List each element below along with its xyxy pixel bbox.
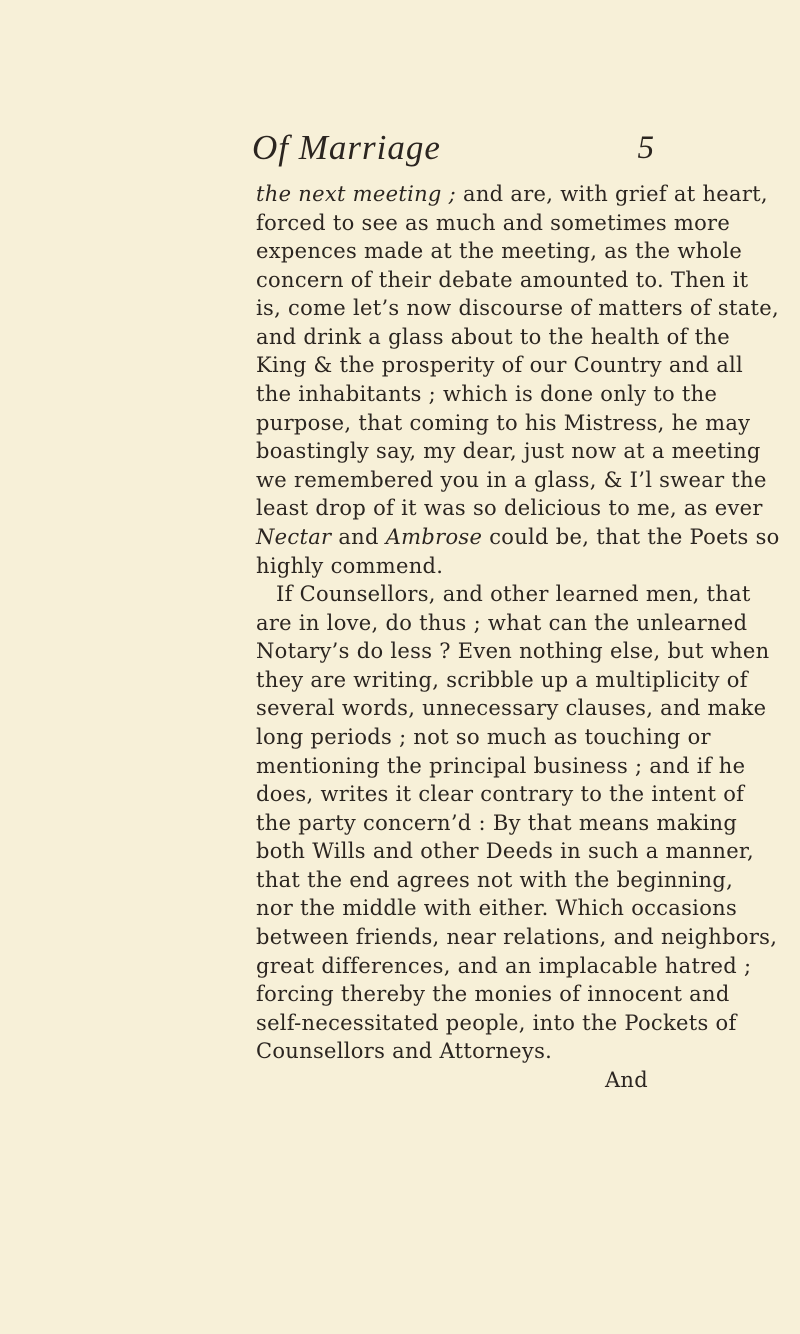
text-line (256, 294, 779, 323)
text-line (256, 437, 761, 466)
line-text: that the end agrees not with the beginning, (256, 867, 734, 892)
line-text: King & the prosperity of our Country and all (256, 353, 744, 378)
body-text (256, 180, 780, 1095)
text-line (256, 409, 751, 438)
line-text: mentioning the principal business ; and if he (256, 753, 746, 778)
text-line (256, 609, 748, 638)
line-text: both Wills and other Deeds in such a manner, (256, 839, 754, 864)
text-line (256, 637, 770, 666)
line-text: could be, that the Poets so (482, 524, 780, 549)
text-line (256, 923, 778, 952)
line-text: forcing thereby the monies of innocent and (256, 982, 730, 1007)
line-text: boastingly say, my dear, just now at a meeting (256, 439, 761, 464)
line-text: great differences, and an implacable hatred ; (256, 953, 752, 978)
text-line (256, 780, 745, 809)
line-text: purpose, that coming to his Mistress, he may (256, 410, 751, 435)
line-text: and (331, 524, 386, 549)
text-line (256, 723, 711, 752)
text-line (256, 980, 730, 1009)
text-line (256, 894, 738, 923)
text-line (256, 523, 780, 552)
text-line (256, 266, 749, 295)
line-text: the party concern’d : By that means making (256, 810, 738, 835)
line-text: between friends, near relations, and neighbors, (256, 925, 778, 950)
text-line (256, 237, 743, 266)
catchword: And (604, 1067, 648, 1092)
line-text: forced to see as much and sometimes more (256, 210, 731, 235)
text-line (256, 466, 767, 495)
line-text: highly commend. (256, 553, 444, 578)
italic-text: Ambrose (385, 524, 483, 549)
line-text: the inhabitants ; which is done only to the (256, 382, 718, 407)
text-line (256, 494, 763, 523)
page-number: 5 (637, 130, 654, 166)
line-text: and drink a glass about to the health of the (256, 324, 730, 349)
text-line (256, 809, 738, 838)
line-text: are in love, do thus ; what can the unlearned (256, 610, 748, 635)
line-text: long periods ; not so much as touching or (256, 724, 711, 749)
text-line (256, 380, 718, 409)
line-text: Notary’s do less ? Even nothing else, but when (256, 639, 770, 664)
line-text: they are writing, scribble up a multiplicity of (256, 667, 748, 692)
line-text: If Counsellors, and other learned men, that (276, 582, 751, 607)
text-line (256, 351, 744, 380)
italic-text: the next meeting ; (256, 182, 457, 206)
text-line (256, 866, 734, 895)
text-line (256, 666, 748, 695)
text-line (256, 1009, 737, 1038)
line-text: and are, with grief at heart, (456, 182, 768, 206)
line-text: self-necessitated people, into the Pockets of (256, 1010, 737, 1035)
line-text: expences made at the meeting, as the whole (256, 239, 743, 264)
running-head (252, 128, 654, 172)
line-text: concern of their debate amounted to. Then it (256, 267, 749, 292)
line-text: nor the middle with either. Which occasions (256, 896, 738, 921)
text-line (256, 180, 768, 209)
line-text: we remembered you in a glass, & I’l swear the (256, 467, 767, 492)
text-line (256, 752, 746, 781)
text-line (256, 580, 751, 609)
italic-text: Nectar (256, 524, 332, 549)
line-text: several words, unnecessary clauses, and make (256, 696, 767, 721)
text-line (256, 694, 767, 723)
running-title: Of Marriage (252, 128, 441, 167)
text-line (256, 209, 731, 238)
line-text: Counsellors and Attorneys. (256, 1039, 553, 1064)
line-text: does, writes it clear contrary to the intent of (256, 782, 745, 807)
text-line (256, 323, 730, 352)
text-line (256, 837, 754, 866)
text-line (256, 952, 752, 981)
line-text: least drop of it was so delicious to me, as ever (256, 496, 763, 521)
line-text: is, come let’s now discourse of matters of state, (256, 296, 779, 321)
text-line (256, 1037, 654, 1066)
text-line (256, 552, 654, 581)
